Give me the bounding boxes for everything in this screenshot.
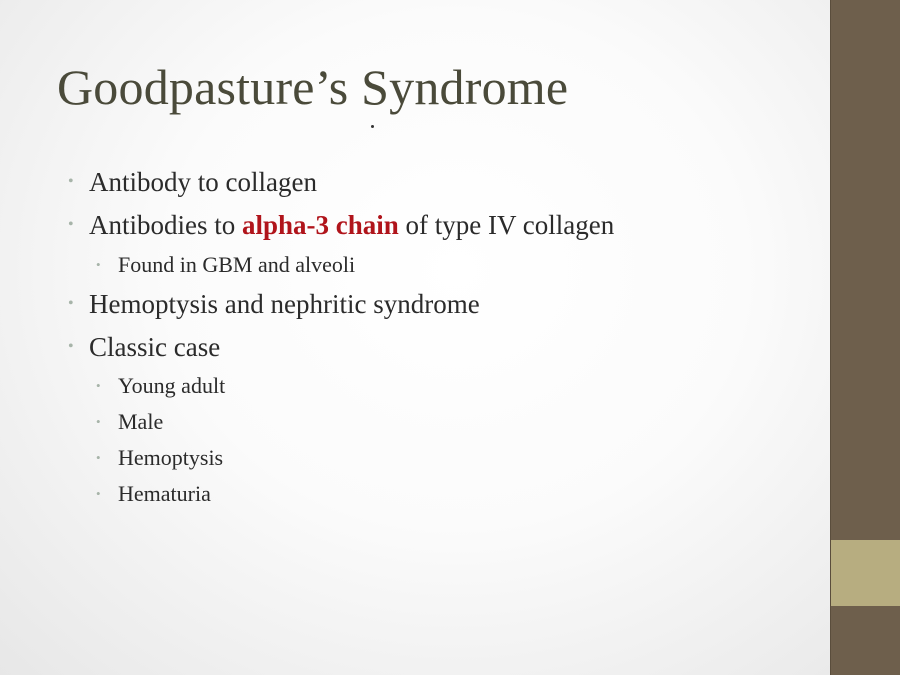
bullet-dot-icon: •: [68, 294, 74, 312]
bullet-text: Classic case: [89, 332, 221, 362]
bullet-text-after: of type IV collagen: [398, 210, 615, 240]
bullet-dot-icon: •: [96, 256, 101, 272]
sub-bullet-item: [96, 445, 223, 471]
bullet-text-emphasis: alpha-3 chain: [242, 210, 399, 240]
sub-bullet-text: Hemoptysis: [118, 445, 224, 470]
bullet-dot-icon: •: [68, 215, 74, 233]
bullet-text-before: Antibodies to: [89, 210, 242, 240]
sub-bullet-text: Young adult: [118, 373, 226, 398]
bullet-dot-icon: •: [68, 172, 74, 190]
bullet-dot-icon: •: [96, 377, 101, 393]
sub-bullet-item: [96, 481, 211, 507]
bullet-dot-icon: •: [96, 413, 101, 429]
bullet-dot-icon: •: [96, 485, 101, 501]
bullet-item: [68, 289, 480, 320]
sub-bullet-text: Male: [118, 409, 164, 434]
slide-title: Goodpasture’s Syndrome: [57, 59, 569, 115]
bullet-item: [68, 167, 317, 198]
sub-bullet-item: [96, 409, 163, 435]
bullet-item: [68, 210, 614, 241]
sub-bullet-item: [96, 373, 225, 399]
bullet-text: Antibody to collagen: [89, 167, 317, 197]
bullet-item: [68, 332, 220, 363]
bullet-dot-icon: •: [68, 337, 74, 355]
decorative-sidebar: [830, 0, 900, 675]
bullet-text: Hemoptysis and nephritic syndrome: [89, 289, 480, 319]
stray-dot: [371, 125, 374, 128]
sub-bullet-text: Found in GBM and alveoli: [118, 252, 356, 277]
sidebar-accent-block: [831, 540, 900, 606]
sub-bullet-text: Hematuria: [118, 481, 211, 506]
bullet-dot-icon: •: [96, 449, 101, 465]
sub-bullet-item: [96, 252, 355, 278]
